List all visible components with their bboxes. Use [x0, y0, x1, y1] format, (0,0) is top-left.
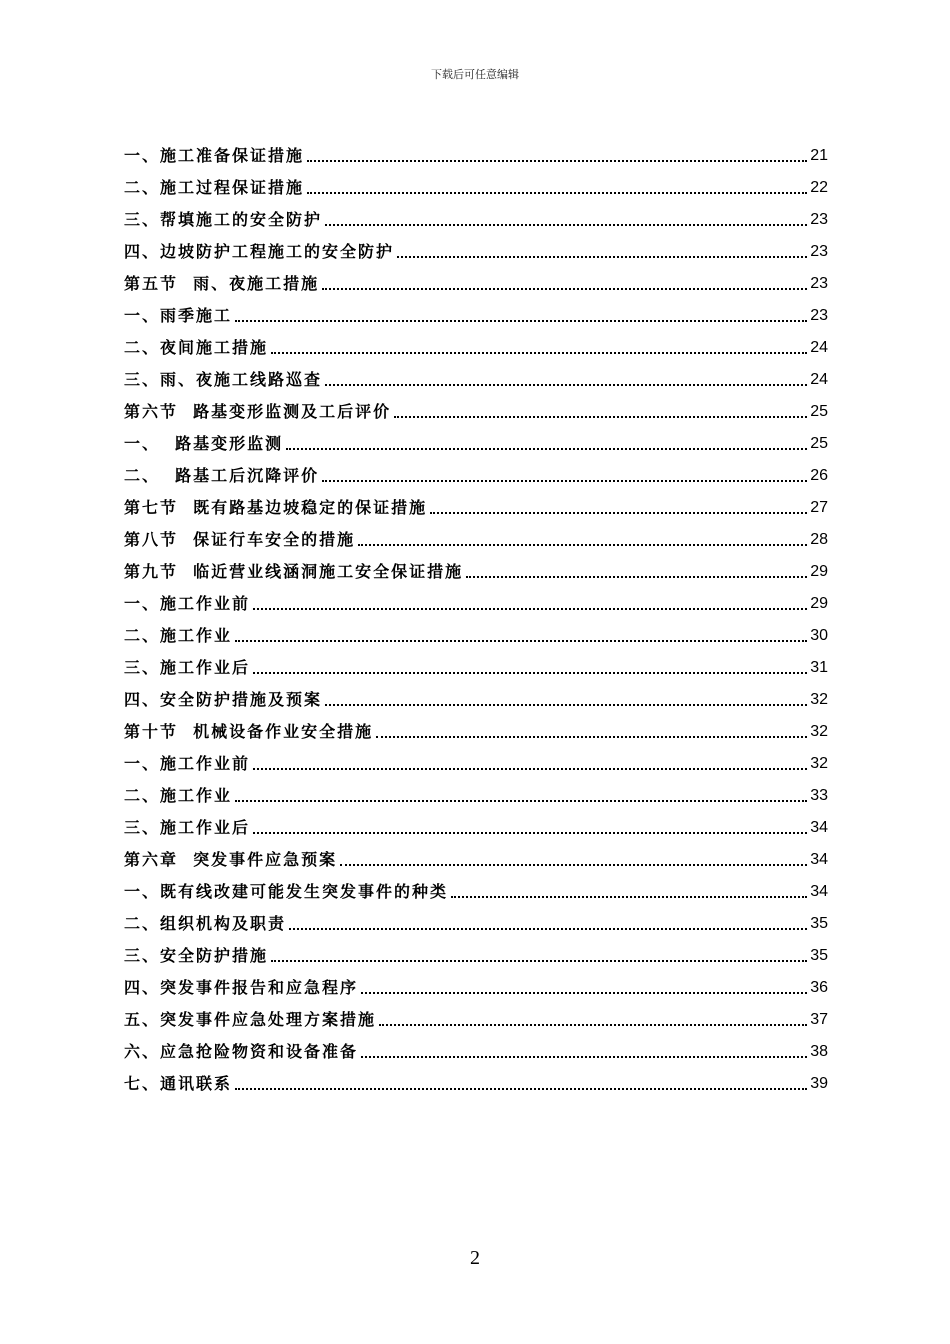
toc-dot-leader [340, 863, 807, 866]
toc-entry[interactable] [124, 972, 828, 1004]
toc-entry-page: 23 [810, 275, 828, 292]
toc-dot-leader [325, 383, 807, 386]
toc-dot-leader [322, 479, 807, 482]
toc-entry[interactable] [124, 652, 828, 684]
toc-entry-page: 36 [810, 979, 828, 996]
toc-entry-page: 35 [810, 915, 828, 932]
toc-entry[interactable] [124, 428, 828, 460]
toc-entry[interactable] [124, 364, 828, 396]
toc-entry[interactable] [124, 908, 828, 940]
toc-entry-page: 34 [810, 851, 828, 868]
toc-dot-leader [235, 319, 807, 322]
toc-dot-leader [286, 447, 807, 450]
page-header: 下载后可任意编辑 [431, 68, 519, 81]
toc-entry[interactable] [124, 684, 828, 716]
toc-entry-title: 一、施工作业前 [124, 594, 251, 613]
toc-dot-leader [376, 735, 807, 738]
toc-entry[interactable] [124, 876, 828, 908]
toc-entry-page: 29 [810, 563, 828, 580]
toc-entry[interactable] [124, 268, 828, 300]
toc-entry[interactable] [124, 332, 828, 364]
toc-dot-leader [253, 831, 807, 834]
toc-entry[interactable] [124, 140, 828, 172]
toc-entry[interactable] [124, 492, 828, 524]
toc-entry-title: 第十节 机械设备作业安全措施 [124, 722, 374, 741]
toc-entry[interactable] [124, 716, 828, 748]
toc-entry-page: 21 [810, 147, 828, 164]
toc-dot-leader [271, 351, 807, 354]
toc-entry-page: 37 [810, 1011, 828, 1028]
toc-entry-page: 23 [810, 307, 828, 324]
toc-dot-leader [307, 191, 807, 194]
toc-entry[interactable] [124, 204, 828, 236]
toc-entry-title: 第五节 雨、夜施工措施 [124, 274, 320, 293]
toc-entry-title: 一、施工准备保证措施 [124, 146, 305, 165]
toc-entry-page: 26 [810, 467, 828, 484]
toc-dot-leader [325, 223, 807, 226]
toc-entry[interactable] [124, 620, 828, 652]
toc-entry-title: 一、既有线改建可能发生突发事件的种类 [124, 882, 449, 901]
toc-entry-page: 39 [810, 1075, 828, 1092]
toc-entry-title: 四、突发事件报告和应急程序 [124, 978, 359, 997]
toc-entry-title: 二、组织机构及职责 [124, 914, 287, 933]
toc-entry-page: 32 [810, 755, 828, 772]
toc-entry-title: 二、夜间施工措施 [124, 338, 269, 357]
toc-entry[interactable] [124, 780, 828, 812]
toc-entry[interactable] [124, 1036, 828, 1068]
toc-entry-page: 35 [810, 947, 828, 964]
toc-entry-page: 25 [810, 435, 828, 452]
toc-entry-page: 32 [810, 691, 828, 708]
toc-dot-leader [307, 159, 807, 162]
toc-dot-leader [466, 575, 807, 578]
toc-entry-title: 一、施工作业前 [124, 754, 251, 773]
toc-entry-title: 一、雨季施工 [124, 306, 233, 325]
toc-entry[interactable] [124, 588, 828, 620]
toc-dot-leader [253, 607, 807, 610]
toc-entry-title: 五、突发事件应急处理方案措施 [124, 1010, 377, 1029]
toc-entry-title: 三、安全防护措施 [124, 946, 269, 965]
toc-entry-page: 25 [810, 403, 828, 420]
toc-dot-leader [379, 1023, 807, 1026]
toc-entry[interactable] [124, 172, 828, 204]
toc-entry[interactable] [124, 556, 828, 588]
toc-entry[interactable] [124, 844, 828, 876]
toc-dot-leader [430, 511, 807, 514]
toc-entry-title: 第八节 保证行车安全的措施 [124, 530, 356, 549]
toc-entry-page: 23 [810, 243, 828, 260]
toc-entry-title: 四、安全防护措施及预案 [124, 690, 323, 709]
toc-dot-leader [253, 671, 807, 674]
toc-dot-leader [289, 927, 807, 930]
toc-entry-title: 一、 路基变形监测 [124, 434, 284, 453]
toc-dot-leader [325, 703, 807, 706]
toc-entry-title: 七、通讯联系 [124, 1074, 233, 1093]
toc-dot-leader [361, 991, 807, 994]
toc-entry-title: 三、施工作业后 [124, 818, 251, 837]
toc-entry[interactable] [124, 460, 828, 492]
toc-entry-page: 27 [810, 499, 828, 516]
toc-dot-leader [235, 1087, 807, 1090]
toc-entry[interactable] [124, 396, 828, 428]
toc-entry[interactable] [124, 524, 828, 556]
toc-dot-leader [358, 543, 807, 546]
toc-entry[interactable] [124, 300, 828, 332]
toc-entry-title: 二、 路基工后沉降评价 [124, 466, 320, 485]
page-number: 2 [470, 1247, 480, 1269]
toc-entry-page: 22 [810, 179, 828, 196]
toc-dot-leader [451, 895, 807, 898]
toc-entry-page: 34 [810, 819, 828, 836]
toc-entry-page: 34 [810, 883, 828, 900]
toc-dot-leader [361, 1055, 807, 1058]
toc-entry-title: 三、帮填施工的安全防护 [124, 210, 323, 229]
toc-dot-leader [322, 287, 807, 290]
toc-entry-title: 三、施工作业后 [124, 658, 251, 677]
toc-entry-title: 三、雨、夜施工线路巡查 [124, 370, 323, 389]
toc-entry-title: 二、施工作业 [124, 786, 233, 805]
toc-entry[interactable] [124, 236, 828, 268]
toc-entry-page: 33 [810, 787, 828, 804]
toc-entry-page: 30 [810, 627, 828, 644]
toc-entry-page: 24 [810, 339, 828, 356]
toc-entry-title: 第六节 路基变形监测及工后评价 [124, 402, 392, 421]
toc-entry-title: 四、边坡防护工程施工的安全防护 [124, 242, 395, 261]
toc-dot-leader [235, 799, 807, 802]
toc-entry-page: 29 [810, 595, 828, 612]
toc-entry-title: 六、应急抢险物资和设备准备 [124, 1042, 359, 1061]
toc-dot-leader [253, 767, 807, 770]
toc-dot-leader [235, 639, 807, 642]
toc-dot-leader [394, 415, 807, 418]
toc-entry-title: 二、施工作业 [124, 626, 233, 645]
toc-entry-page: 31 [810, 659, 828, 676]
toc-entry-page: 24 [810, 371, 828, 388]
table-of-contents [124, 140, 828, 1100]
toc-entry[interactable] [124, 812, 828, 844]
toc-dot-leader [271, 959, 807, 962]
toc-entry-title: 第六章 突发事件应急预案 [124, 850, 338, 869]
toc-entry[interactable] [124, 748, 828, 780]
toc-entry-page: 28 [810, 531, 828, 548]
toc-entry[interactable] [124, 1068, 828, 1100]
toc-entry-title: 第七节 既有路基边坡稳定的保证措施 [124, 498, 428, 517]
toc-entry[interactable] [124, 1004, 828, 1036]
toc-entry-title: 第九节 临近营业线涵洞施工安全保证措施 [124, 562, 464, 581]
toc-entry[interactable] [124, 940, 828, 972]
toc-entry-title: 二、施工过程保证措施 [124, 178, 305, 197]
toc-entry-page: 38 [810, 1043, 828, 1060]
toc-entry-page: 23 [810, 211, 828, 228]
toc-entry-page: 32 [810, 723, 828, 740]
toc-dot-leader [397, 255, 807, 258]
